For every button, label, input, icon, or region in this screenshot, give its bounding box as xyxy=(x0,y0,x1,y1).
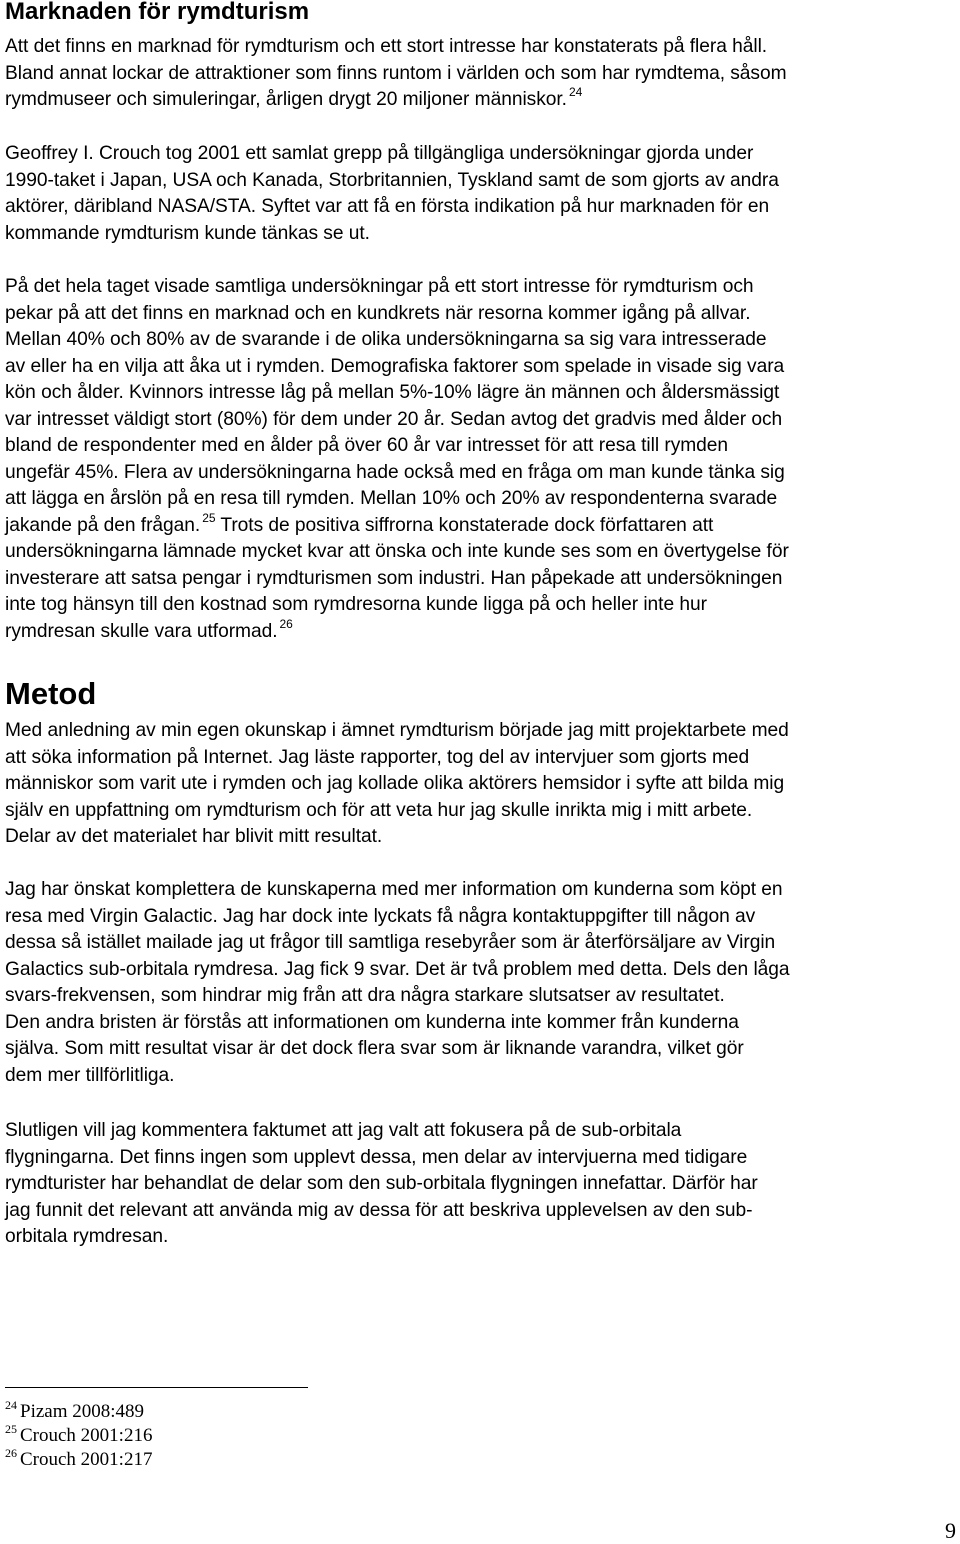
text-line: själv en uppfattning om rymdturism och för att veta hur jag skulle inrikta mig i mitt arbete. xyxy=(5,799,753,821)
footnote-number: 26 xyxy=(5,1446,17,1460)
footnote-ref: 25 xyxy=(202,510,216,525)
text-line: själva. Som mitt resultat visar är det dock flera svar som är liknande varandra, vilket gör xyxy=(5,1038,744,1059)
paragraph-method-virgin xyxy=(5,877,960,1089)
paragraph-method-suborbital xyxy=(5,1118,960,1251)
text-line: flygningarna. Det finns ingen som upplevt dessa, men delar av intervjuerna med tidigare xyxy=(5,1146,748,1168)
section-heading-market: Marknaden för rymdturism xyxy=(5,0,310,25)
text-line: av eller ha en vilja att åka ut i rymden. Demografiska faktorer som spelade in visade sig vara xyxy=(5,355,785,377)
text-line: undersökningarna lämnade mycket kvar att önska och inte kunde ses som en övertygelse för xyxy=(5,541,789,562)
text-line: Delar av det materialet har blivit mitt resultat. xyxy=(5,826,383,847)
footnote-26 xyxy=(5,1448,152,1472)
text-line: människor som varit ute i rymden och jag kollade olika aktörers hemsidor i syfte att bilda mig xyxy=(5,773,785,794)
paragraph-method-intro xyxy=(5,718,960,851)
text-segment: rymdmuseer och simuleringar, årligen drygt 20 miljoner människor. xyxy=(5,89,567,110)
text-line: kön och ålder. Kvinnors intresse låg på mellan 5%-10% lägre än männen och åldersmässigt xyxy=(5,382,780,403)
footnote-number: 25 xyxy=(5,1422,17,1436)
text-line xyxy=(5,87,960,114)
text-line: Galactics sub-orbitala rymdresa. Jag fick 9 svar. Det är två problem med detta. Dels den låga xyxy=(5,958,790,980)
text-line: inte tog hänsyn till den kostnad som rymdresorna kunde ligga på och heller inte hur xyxy=(5,594,707,615)
text-line: att söka information på Internet. Jag läste rapporter, tog del av intervjuer som gjorts med xyxy=(5,746,750,768)
footnote-text: Crouch 2001:217 xyxy=(20,1449,153,1470)
text-line: dem mer tillförlitliga. xyxy=(5,1064,175,1086)
text-line: 1990-taket i Japan, USA och Kanada, Storbritannien, Tyskland samt de som gjorts av andra xyxy=(5,169,779,191)
text-line: aktörer, däribland NASA/STA. Syftet var att få en första indikation på hur marknaden för en xyxy=(5,196,770,217)
text-line: Att det finns en marknad för rymdturism och ett stort intresse har konstaterats på flera håll. xyxy=(5,36,768,57)
footnote-number: 24 xyxy=(5,1398,17,1412)
text-line: att lägga en årslön på en resa till rymden. Mellan 10% och 20% av respondenterna svarade xyxy=(5,488,778,509)
footnote-text: Pizam 2008:489 xyxy=(20,1401,145,1422)
text-line: orbitala rymdresan. xyxy=(5,1226,169,1247)
text-line xyxy=(5,616,960,646)
paragraph-market-intro xyxy=(5,34,960,114)
footnote-ref: 26 xyxy=(279,616,293,631)
paragraph-survey-results xyxy=(5,274,960,645)
footnote-24 xyxy=(5,1400,152,1424)
section-heading-method: Metod xyxy=(5,676,97,711)
text-line: bland de respondenter med en ålder på över 60 år var intresset för att resa till rymden xyxy=(5,435,729,456)
footnotes xyxy=(5,1400,152,1472)
footnote-text: Crouch 2001:216 xyxy=(20,1425,153,1446)
footnote-ref: 24 xyxy=(568,85,583,99)
text-segment: jakande på den frågan. xyxy=(5,514,201,536)
text-segment: Trots de positiva siffrorna konstaterade dock författaren att xyxy=(215,514,714,536)
text-line: På det hela taget visade samtliga undersökningar på ett stort intresse för rymdturism och xyxy=(5,276,754,297)
text-line: jag funnit det relevant att använda mig av dessa för att beskriva upplevelsen av den sub- xyxy=(5,1199,753,1221)
text-line: Jag har önskat komplettera de kunskaperna med mer information om kunderna som köpt en xyxy=(5,879,783,900)
text-line: Bland annat lockar de attraktioner som finns runtom i världen och som har rymdtema, såsom xyxy=(5,62,787,84)
text-line: Slutligen vill jag kommentera faktumet att jag valt att fokusera på de sub-orbitala xyxy=(5,1120,682,1141)
text-line: svars-frekvensen, som hindrar mig från att dra några starkare slutsatser av resultatet. xyxy=(5,985,725,1006)
text-line: ungefär 45%. Flera av undersökningarna hade också med en fråga om man kunde tänka sig xyxy=(5,461,785,483)
footnote-separator xyxy=(5,1387,308,1388)
paragraph-crouch-survey xyxy=(5,141,960,247)
text-line: rymdturister har behandlat de delar som den sub-orbitala flygningen innefattar. Därför har xyxy=(5,1173,758,1194)
text-line: Den andra bristen är förstås att informationen om kunderna inte kommer från kunderna xyxy=(5,1011,739,1033)
text-line: Mellan 40% och 80% av de svarande i de olika undersökningarna sa sig vara intresserade xyxy=(5,329,767,350)
text-line: kommande rymdturism kunde tänkas se ut. xyxy=(5,222,370,244)
footnote-25 xyxy=(5,1424,152,1448)
page-number: 9 xyxy=(945,1518,956,1543)
text-line xyxy=(5,510,960,540)
text-segment: rymdresan skulle vara utformad. xyxy=(5,620,278,642)
text-line: var intresset väldigt stort (80%) för dem under 20 år. Sedan avtog det gradvis med ålder och xyxy=(5,408,783,430)
text-line: investerare att satsa pengar i rymdturismen som industri. Han påpekade att undersökningen xyxy=(5,567,783,589)
text-line: Geoffrey I. Crouch tog 2001 ett samlat grepp på tillgängliga undersökningar gjorda under xyxy=(5,143,754,164)
text-line: resa med Virgin Galactic. Jag har dock inte lyckats få några kontaktuppgifter till någon av xyxy=(5,905,756,927)
text-line: dessa så istället mailade jag ut frågor till samtliga resebyråer som är återförsäljare av Virgin xyxy=(5,932,776,953)
text-line: pekar på att det finns en marknad och en kundkrets när resorna kommer igång på allvar. xyxy=(5,302,751,324)
text-line: Med anledning av min egen okunskap i ämnet rymdturism började jag mitt projektarbete med xyxy=(5,720,789,741)
